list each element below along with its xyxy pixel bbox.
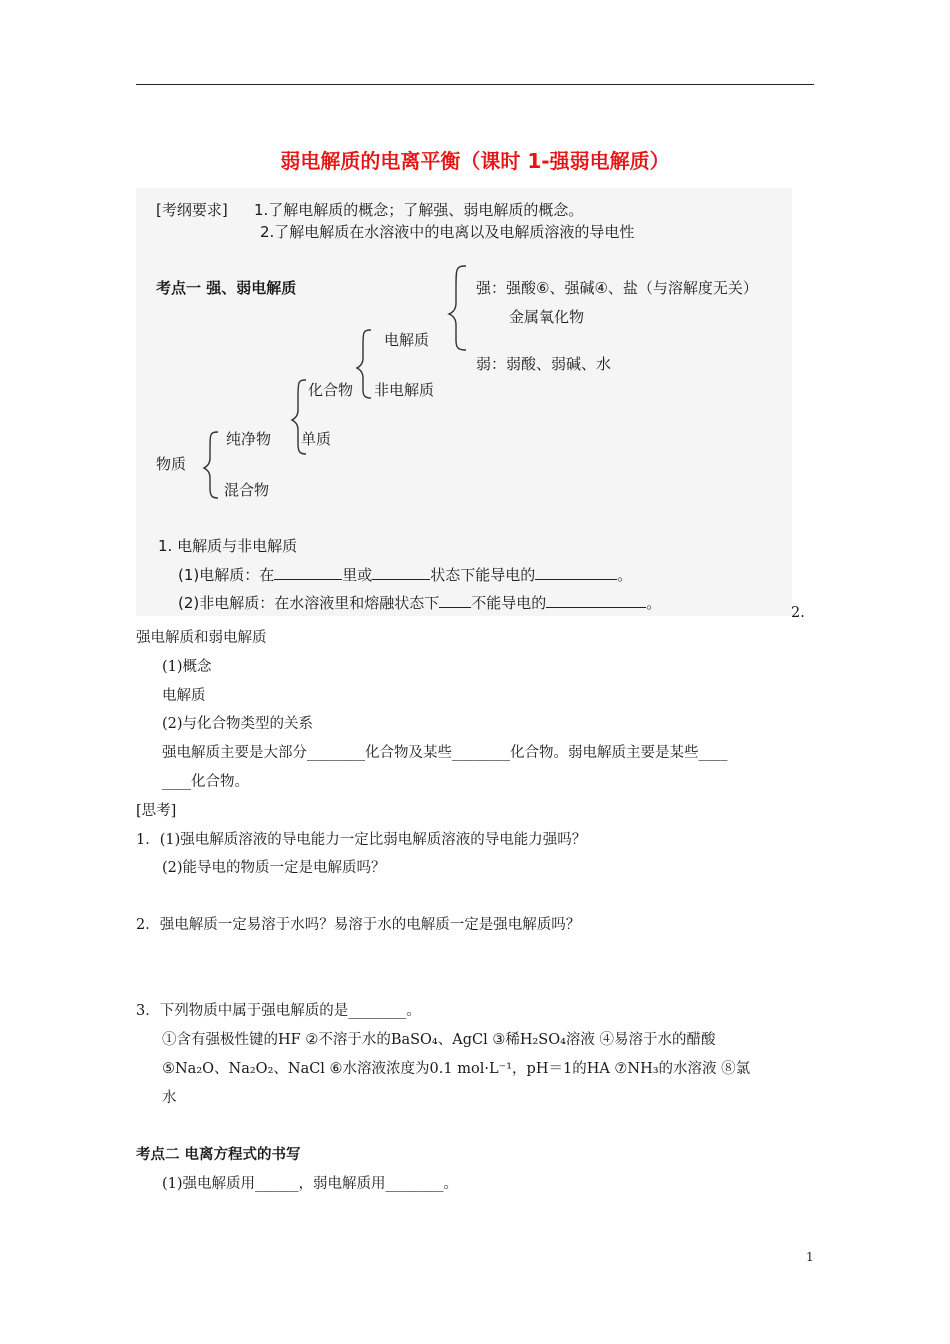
- compound-relation-line-1: 强电解质主要是大部分________化合物及某些________化合物。弱电解质主要是某些____: [162, 745, 728, 761]
- page-number: 1: [806, 1250, 814, 1264]
- blank-1: [274, 565, 342, 580]
- ionization-equation-line: (1)强电解质用______，弱电解质用________。: [162, 1176, 459, 1192]
- question-3-options-2: ⑤Na₂O、Na₂O₂、NaCl ⑥水溶液浓度为0.1 mol·L⁻¹，pH＝1的HA ⑦NH₃的水溶液 ⑧氯: [162, 1061, 751, 1077]
- substance-root: 物质: [156, 455, 187, 473]
- concept-heading: (1)概念: [162, 659, 212, 675]
- concept-electrolyte: 电解质: [162, 688, 206, 704]
- electrolyte-node: 电解质: [384, 331, 430, 349]
- requirement-1: 1.了解电解质的概念；了解强、弱电解质的概念。: [254, 201, 584, 219]
- compound-relation-line-2: ____化合物。: [162, 774, 249, 790]
- blank-5: [546, 593, 646, 608]
- think-heading: [思考]: [136, 803, 177, 819]
- pure-substance-node: 纯净物: [226, 430, 272, 448]
- non-electrolyte-definition: [178, 593, 661, 613]
- section-2-number: 2.: [791, 605, 805, 621]
- question-2: 2．强电解质一定易溶于水吗？易溶于水的电解质一定是强电解质吗？: [136, 917, 581, 933]
- section-1-heading: 1. 电解质与非电解质: [158, 537, 298, 555]
- compound-node: 化合物: [308, 381, 354, 399]
- exam-requirements-tag: [考纲要求]: [156, 201, 228, 219]
- question-3-options-1: ①含有强极性键的HF ②不溶于水的BaSO₄、AgCl ③稀H₂SO₄溶液 ④易溶于水的醋酸: [162, 1032, 716, 1048]
- electrolyte-def-prefix: (1)电解质：在: [178, 566, 275, 584]
- element-node: 单质: [301, 430, 332, 448]
- electrolyte-definition: [178, 565, 632, 585]
- section-2-title: 强电解质和弱电解质: [136, 630, 267, 646]
- blank-4: [439, 593, 471, 608]
- mixture-node: 混合物: [224, 481, 270, 499]
- non-electrolyte-node: 非电解质: [374, 381, 435, 399]
- blank-3: [535, 565, 617, 580]
- strong-electrolytes-cont: 金属氧化物: [509, 308, 585, 326]
- strong-weak-brace: [449, 266, 466, 350]
- page-title: 弱电解质的电离平衡（课时 1-强弱电解质）: [280, 149, 670, 173]
- blank-2: [372, 565, 430, 580]
- non-electrolyte-def-prefix: (2)非电解质：在水溶液里和熔融状态下: [178, 594, 440, 612]
- question-3: 3．下列物质中属于强电解质的是________。: [136, 1003, 421, 1019]
- requirement-2: 2.了解电解质在水溶液中的电离以及电解质溶液的导电性: [260, 223, 635, 241]
- header-rule: [136, 84, 814, 85]
- electrolyte-def-end: 。: [617, 566, 633, 584]
- electrolyte-def-mid2: 状态下能导电的: [430, 566, 536, 584]
- kaodian-2-heading: 考点二 电离方程式的书写: [136, 1147, 301, 1163]
- substance-brace: [204, 432, 218, 498]
- electrolyte-def-mid1: 里或: [342, 566, 373, 584]
- non-electrolyte-def-mid: 不能导电的: [471, 594, 547, 612]
- question-1b: (2)能导电的物质一定是电解质吗？: [162, 860, 386, 876]
- strong-electrolytes: 强：强酸⑥、强碱④、盐（与溶解度无关）: [476, 279, 758, 297]
- compound-relation-heading: (2)与化合物类型的关系: [162, 716, 314, 732]
- non-electrolyte-def-end: 。: [646, 594, 662, 612]
- electrolyte-brace: [357, 330, 371, 398]
- outline-figure: [136, 188, 792, 616]
- weak-electrolytes: 弱：弱酸、弱碱、水: [476, 355, 612, 373]
- kaodian-1-heading: 考点一 强、弱电解质: [156, 279, 297, 297]
- question-1a: 1．(1)强电解质溶液的导电能力一定比弱电解质溶液的导电能力强吗？: [136, 832, 587, 848]
- question-3-options-3: 水: [162, 1090, 177, 1106]
